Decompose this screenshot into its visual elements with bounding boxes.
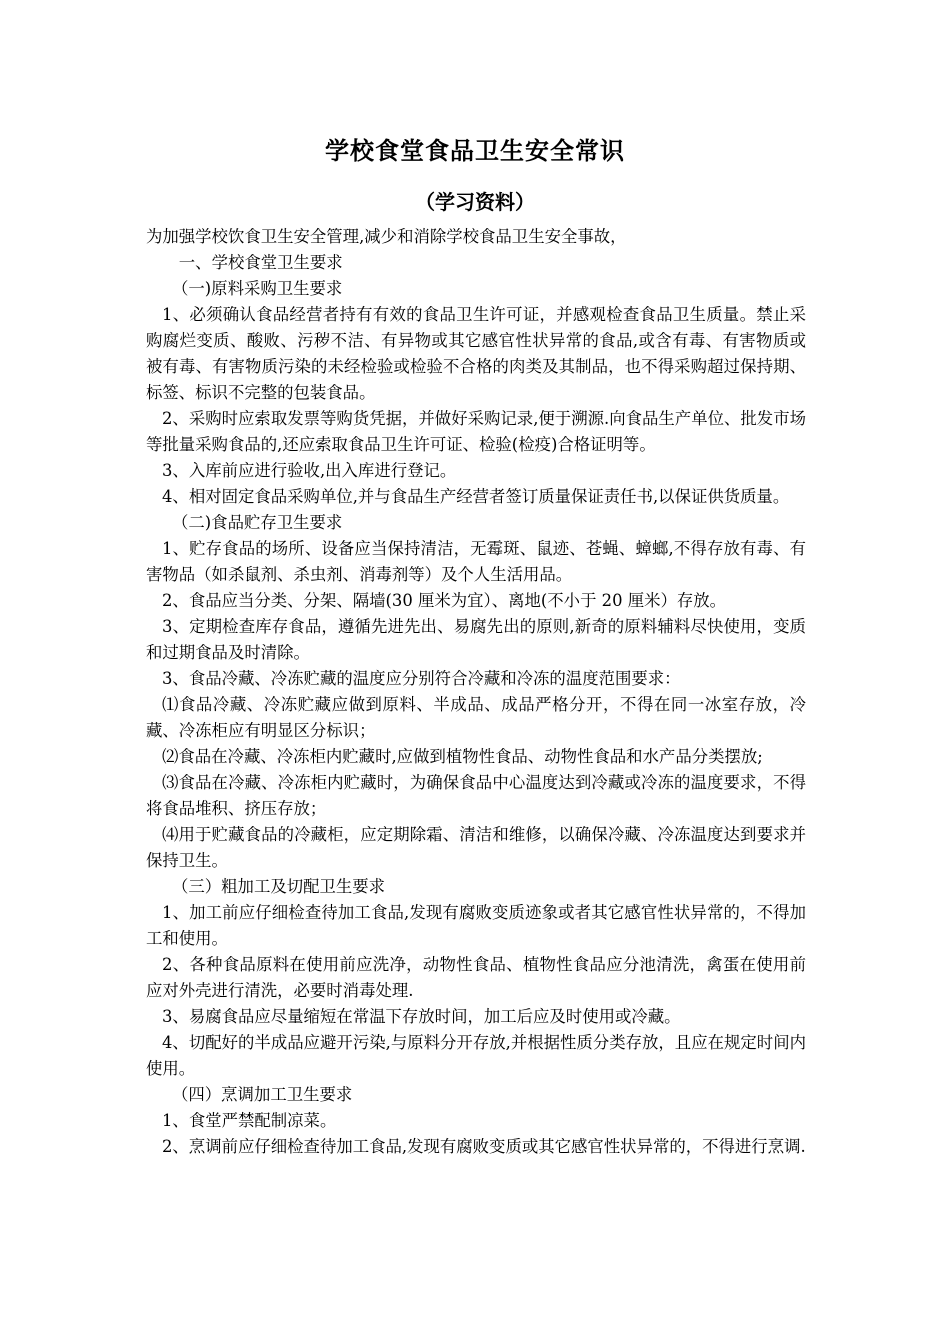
paragraph: （二)食品贮存卫生要求: [172, 513, 343, 532]
paragraph: 4、切配好的半成品应避开污染,与原料分开存放,并根据性质分类存放，且应在规定时间内使用。: [146, 1033, 806, 1078]
paragraph: 3、易腐食品应尽量缩短在常温下存放时间，加工后应及时使用或冷藏。: [162, 1007, 681, 1026]
paragraph: 1、加工前应仔细检查待加工食品,发现有腐败变质迹象或者其它感官性状异常的，不得加工和使用。: [146, 903, 806, 948]
paragraph: （一)原料采购卫生要求: [172, 279, 343, 298]
paragraph: 2、食品应当分类、分架、隔墙(30 厘米为宜）、离地(不小于 20 厘米）存放。: [162, 591, 727, 610]
paragraph: （三）粗加工及切配卫生要求: [172, 877, 386, 896]
paragraph: 1、贮存食品的场所、设备应当保持清洁，无霉斑、鼠迹、苍蝇、蟑螂,不得存放有毒、有害物品（如杀鼠剂、杀虫剂、消毒剂等）及个人生活用品。: [146, 539, 806, 584]
paragraph: ⑴食品冷藏、冷冻贮藏应做到原料、半成品、成品严格分开，不得在同一冰室存放，冷藏、冷冻柜应有明显区分标识；: [146, 695, 806, 740]
page-title: 学校食堂食品卫生安全常识: [325, 137, 625, 165]
paragraph: 3、食品冷藏、冷冻贮藏的温度应分别符合冷藏和冷冻的温度范围要求：: [162, 669, 681, 688]
paragraph: 2、各种食品原料在使用前应洗净，动物性食品、植物性食品应分池清洗，禽蛋在使用前应对外壳进行清洗，必要时消毒处理.: [146, 955, 806, 1000]
document-body: [146, 224, 806, 1160]
paragraph: 为加强学校饮食卫生安全管理,减少和消除学校食品卫生安全事故，: [146, 227, 627, 246]
paragraph: 3、入库前应进行验收,出入库进行登记。: [162, 461, 457, 480]
paragraph: 3、定期检查库存食品，遵循先进先出、易腐先出的原则,新奇的原料辅料尽快使用，变质和过期食品及时清除。: [146, 617, 806, 662]
paragraph: ⑷用于贮藏食品的冷藏柜，应定期除霜、清洁和维修，以确保冷藏、冷冻温度达到要求并保持卫生。: [146, 825, 806, 870]
paragraph: 4、相对固定食品采购单位,并与食品生产经营者签订质量保证责任书,以保证供货质量。: [162, 487, 790, 506]
paragraph: 一、学校食堂卫生要求: [178, 253, 343, 272]
paragraph: 2、采购时应索取发票等购货凭据，并做好采购记录,便于溯源.向食品生产单位、批发市场等批量采购食品的,还应索取食品卫生许可证、检验(检疫)合格证明等。: [146, 409, 806, 454]
paragraph: ⑶食品在冷藏、冷冻柜内贮藏时，为确保食品中心温度达到冷藏或冷冻的温度要求，不得将食品堆积、挤压存放；: [146, 773, 806, 818]
paragraph: 1、食堂严禁配制凉菜。: [162, 1111, 337, 1130]
paragraph: 2、烹调前应仔细检查待加工食品,发现有腐败变质或其它感官性状异常的，不得进行烹调.: [162, 1137, 806, 1156]
paragraph: （四）烹调加工卫生要求: [172, 1085, 353, 1104]
paragraph: 1、必须确认食品经营者持有有效的食品卫生许可证，并感观检查食品卫生质量。禁止采购腐烂变质、酸败、污秽不洁、有异物或其它感官性状异常的食品,或含有毒、有害物质或被有毒、有害物质污染的未经检验或检验不合格的肉类及其制品，也不得采购超过保持期、标签、标识不完整的包装食品。: [146, 305, 806, 402]
paragraph: ⑵食品在冷藏、冷冻柜内贮藏时,应做到植物性食品、动物性食品和水产品分类摆放;: [162, 747, 763, 766]
page-subtitle: （学习资料）: [415, 190, 535, 214]
